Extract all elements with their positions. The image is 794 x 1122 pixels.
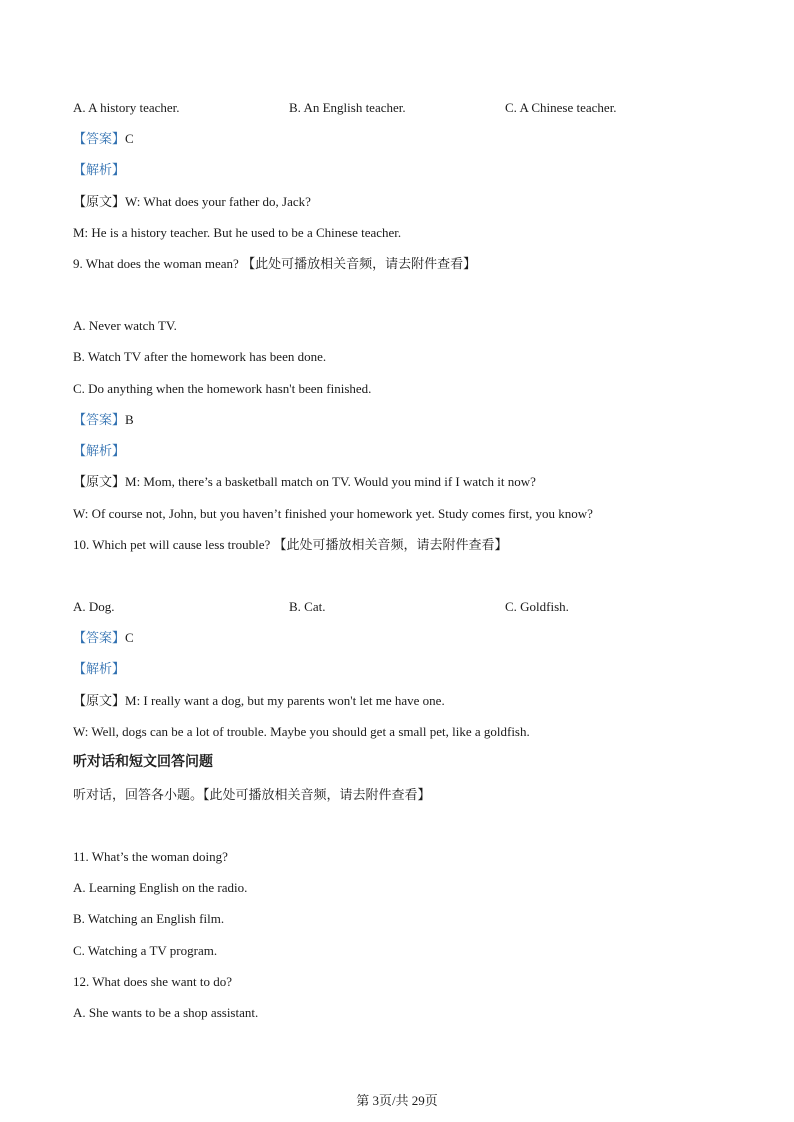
answer-value: B	[125, 412, 134, 427]
original-tag: 【原文】	[73, 474, 126, 489]
q9-question: 9. What does the woman mean? 【此处可播放相关音频，请去附件查看】	[73, 256, 477, 271]
answer-value: C	[125, 131, 134, 146]
q10-option-a: A. Dog.	[73, 599, 115, 614]
q9-original-2: W: Of course not, John, but you haven’t finished your homework yet. Study comes first, you know?	[73, 506, 593, 521]
section-instruction: 听对话，回答各小题。【此处可播放相关音频，请去附件查看】	[73, 787, 431, 802]
analysis-tag: 【解析】	[73, 162, 126, 177]
original-text: W: What does your father do, Jack?	[125, 194, 311, 209]
q9-original-1	[73, 474, 536, 490]
original-text: M: I really want a dog, but my parents won't let me have one.	[125, 693, 445, 708]
q10-answer	[73, 630, 134, 646]
q11-question: 11. What’s the woman doing?	[73, 849, 228, 864]
q10-original-1	[73, 693, 445, 709]
q9-analysis	[73, 443, 125, 459]
q12-question: 12. What does she want to do?	[73, 974, 232, 989]
q9-answer	[73, 412, 134, 428]
q9-option-b: B. Watch TV after the homework has been done.	[73, 349, 327, 364]
section-heading: 听对话和短文回答问题	[73, 754, 213, 770]
original-tag: 【原文】	[73, 693, 126, 708]
q10-question: 10. Which pet will cause less trouble? 【此处可播放相关音频，请去附件查看】	[73, 537, 508, 552]
analysis-tag: 【解析】	[73, 661, 126, 676]
q12-option-a: A. She wants to be a shop assistant.	[73, 1005, 259, 1020]
answer-tag: 【答案】	[73, 630, 126, 645]
answer-tag: 【答案】	[73, 412, 126, 427]
q10-option-b: B. Cat.	[289, 599, 326, 614]
q11-option-a: A. Learning English on the radio.	[73, 880, 248, 895]
original-text: M: Mom, there’s a basketball match on TV. Would you mind if I watch it now?	[125, 474, 536, 489]
answer-tag: 【答案】	[73, 131, 126, 146]
page-footer: 第 3页/共 29页	[356, 1093, 438, 1108]
q8-answer	[73, 131, 134, 147]
q9-option-a: A. Never watch TV.	[73, 318, 177, 333]
q10-original-2: W: Well, dogs can be a lot of trouble. Maybe you should get a small pet, like a goldfish.	[73, 724, 530, 739]
original-tag: 【原文】	[73, 194, 126, 209]
q8-option-c: C. A Chinese teacher.	[505, 100, 617, 115]
q8-option-b: B. An English teacher.	[289, 100, 406, 115]
answer-value: C	[125, 630, 134, 645]
q10-option-c: C. Goldfish.	[505, 599, 569, 614]
analysis-tag: 【解析】	[73, 443, 126, 458]
q8-original-1	[73, 194, 311, 210]
q10-analysis	[73, 661, 125, 677]
q11-option-b: B. Watching an English film.	[73, 911, 225, 926]
q8-original-2: M: He is a history teacher. But he used to be a Chinese teacher.	[73, 225, 402, 240]
q8-analysis	[73, 162, 125, 178]
q9-option-c: C. Do anything when the homework hasn't been finished.	[73, 381, 372, 396]
q8-option-a: A. A history teacher.	[73, 100, 180, 115]
q11-option-c: C. Watching a TV program.	[73, 943, 218, 958]
